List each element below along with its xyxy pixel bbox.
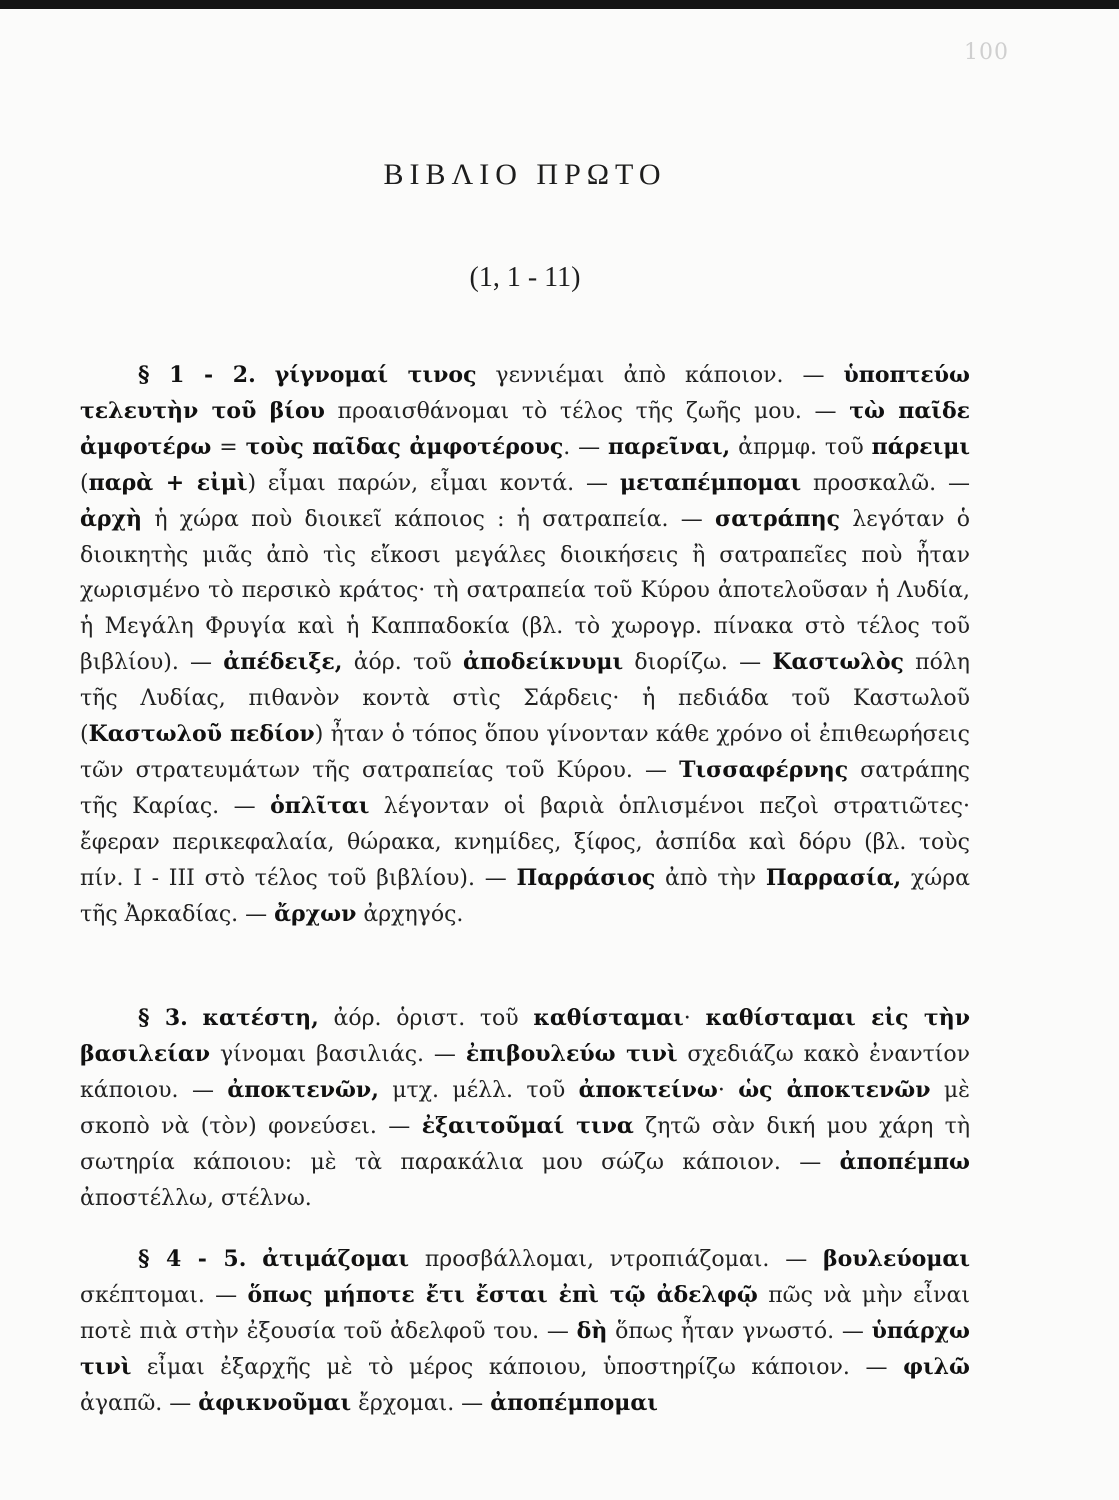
gloss-text: γεννιέμαι ἀπὸ κάποιον. —: [476, 363, 844, 388]
gloss-text: ἀπὸ τὴν: [655, 865, 766, 891]
headword: μεταπέμπομαι: [619, 469, 802, 496]
page-number-bleedthrough: 100: [964, 40, 1009, 65]
headword: Καστωλὸς: [772, 649, 904, 676]
commentary-paragraph: [80, 1242, 970, 1422]
gloss-text: γίνομαι βασιλιάς. —: [210, 1041, 466, 1067]
headword: βουλεύομαι: [823, 1246, 970, 1272]
headword: ἀποπέμπω: [839, 1148, 970, 1175]
headword: Τισσαφέρνης: [679, 756, 849, 783]
headword: Παρρασία,: [765, 864, 902, 891]
headword: § 1 - 2.: [138, 362, 256, 388]
headword: ἀφικνοῦμαι: [198, 1389, 352, 1416]
chapter-range: (1, 1 - 11): [469, 262, 581, 293]
headword: ἄρχων: [274, 900, 357, 927]
gloss-text: ὅπως ἦταν γνωστό. —: [607, 1318, 872, 1344]
gloss-text: μὲ σκοπὸ νὰ (τὸν) φονεύσει. —: [80, 1077, 970, 1139]
headword: καθίσταμαι: [533, 1005, 684, 1031]
gloss-text: λεγόταν ὁ διοικητὴς μιᾶς ἀπὸ τὶς εἴκοσι μεγάλες διοικήσεις ἢ σατραπεῖες ποὺ ἦταν χωρισμένο τὸ περσικὸ κράτος· τὴ σατραπεία τοῦ Κύρου ἀποτελοῦσαν ἡ Λυδία, ἡ Μεγάλη Φρυγία καὶ ἡ Καππαδοκία (βλ. τὸ χωρογρ. πίνακα στὸ τέλος τοῦ βιβλίου). —: [80, 506, 971, 676]
gloss-text: . —: [563, 434, 609, 460]
gloss-text: διορίζω. —: [623, 650, 773, 676]
gloss-text: =: [211, 434, 246, 460]
gloss-text: σκέπτομαι. —: [80, 1282, 248, 1308]
headword: ἐπιβουλεύω τινὶ: [465, 1040, 678, 1067]
headword: παρεῖναι,: [608, 433, 731, 460]
headword: ἀρχὴ: [80, 505, 143, 532]
headword: φιλῶ: [903, 1353, 970, 1380]
gloss-text: λέγονταν οἱ βαριὰ ὁπλισμένοι πεζοὶ στρατιῶτες· ἔφεραν περικεφαλαία, θώρακα, κνημίδες, ξίφος, ἀσπίδα καὶ δόρυ (βλ. τοὺς πίν. I - III στὸ τέλος τοῦ βιβλίου). —: [80, 793, 970, 891]
gloss-text: ·: [683, 1006, 706, 1031]
commentary-paragraph: [80, 1001, 970, 1216]
gloss-text: ἀρχηγός.: [356, 901, 464, 927]
top-edge-line: [0, 0, 1119, 9]
headword: ἀποδείκνυμι: [462, 649, 624, 676]
headword: ὅπως μήποτε ἔτι ἔσται ἐπὶ τῷ ἀδελφῷ: [247, 1281, 758, 1308]
gloss-text: ) ἦταν ὁ τόπος ὅπου γίνονταν κάθε χρόνο οἱ ἐπιθεωρήσεις τῶν στρατευμάτων τῆς σατραπείας τοῦ Κύρου. —: [80, 722, 970, 783]
headword: ὡς ἀποκτενῶν: [738, 1076, 931, 1103]
headword: τοὺς παῖδας ἀμφοτέρους: [245, 433, 564, 460]
gloss-text: ἀγαπῶ. —: [80, 1390, 199, 1416]
headword: ἀπέδειξε,: [223, 649, 343, 676]
gloss-text: ) εἶμαι παρών, εἶμαι κοντά. —: [247, 470, 620, 496]
gloss-text: ἀποστέλλω, στέλνω.: [80, 1185, 312, 1211]
gloss-text: σχεδιάζω κακὸ ἐναντίον κάποιου. —: [80, 1041, 970, 1103]
gloss-text: προαισθάνομαι τὸ τέλος τῆς ζωῆς μου. —: [324, 398, 850, 424]
headword: καθίσταμαι εἰς τὴν βασιλείαν: [80, 1005, 970, 1067]
headword: πάρειμι: [871, 433, 971, 460]
headword: ἀποκτενῶν,: [227, 1076, 379, 1103]
gloss-text: σατράπης τῆς Καρίας. —: [80, 757, 970, 819]
gloss-text: μτχ. μέλλ. τοῦ: [378, 1077, 579, 1103]
gloss-text: προσβάλλομαι, ντροπιάζομαι. —: [409, 1247, 824, 1272]
headword: γίγνομαί τινος: [274, 362, 477, 388]
headword: Καστωλοῦ πεδίον: [88, 721, 315, 748]
headword: ἀποκτείνω: [578, 1076, 718, 1103]
headword: ὑπάρχω τινὶ: [80, 1317, 970, 1380]
gloss-text: ζητῶ σὰν δική μου χάρη τὴ σωτηρία κάποιου: μὲ τὰ παρακάλια μου σώζω κάποιον. —: [80, 1113, 971, 1175]
headword: σατράπης: [715, 505, 841, 532]
headword: § 4 - 5.: [138, 1246, 247, 1272]
gloss-text: πῶς νὰ μὴν εἶναι ποτὲ πιὰ στὴν ἐξουσία τοῦ ἀδελφοῦ του. —: [80, 1282, 970, 1344]
commentary-paragraph: [80, 358, 970, 933]
gloss-text: ἀόρ. τοῦ: [342, 650, 463, 676]
gloss-text: εἶμαι ἐξαρχῆς μὲ τὸ μέρος κάποιου, ὑποστηρίζω κάποιον. —: [131, 1354, 904, 1380]
gloss-text: (: [80, 470, 89, 496]
gloss-text: πόλη τῆς Λυδίας, πιθανὸν κοντὰ στὶς Σάρδεις· ἡ πεδιάδα τοῦ Καστωλοῦ (: [80, 650, 970, 748]
headword: τὼ παῖδε ἀμφοτέρω: [80, 397, 970, 460]
gloss-text: ἀόρ. ὁριστ. τοῦ: [318, 1006, 534, 1031]
gloss-text: ἔρχομαι. —: [351, 1390, 491, 1416]
headword: κατέστη,: [202, 1005, 319, 1031]
headword: ἀτιμάζομαι: [262, 1246, 409, 1272]
headword: § 3.: [138, 1005, 188, 1031]
gloss-text: χώρα τῆς Ἀρκαδίας. —: [80, 865, 970, 927]
gloss-text: προσκαλῶ. —: [801, 470, 970, 496]
headword: ἐξαιτοῦμαί τινα: [421, 1112, 634, 1139]
gloss-text: [246, 1247, 262, 1272]
gloss-text: ἀπρμφ. τοῦ: [730, 434, 872, 460]
gloss-text: [256, 363, 275, 388]
gloss-text: ἡ χώρα ποὺ διοικεῖ κάποιος : ἡ σατραπεία. —: [142, 506, 716, 532]
headword: παρὰ + εἰμὶ: [88, 469, 248, 496]
gloss-text: ·: [717, 1077, 739, 1103]
headword: ἀποπέμπομαι: [490, 1389, 658, 1416]
book-title: ΒΙΒΛΙΟ ΠΡΩΤΟ: [383, 158, 667, 191]
gloss-text: [188, 1006, 203, 1031]
headword: ὁπλῖται: [270, 792, 370, 819]
headword: Παρράσιος: [516, 864, 656, 891]
headword: ὑποπτεύω τελευτὴν τοῦ βίου: [80, 362, 971, 424]
headword: δὴ: [576, 1317, 608, 1344]
